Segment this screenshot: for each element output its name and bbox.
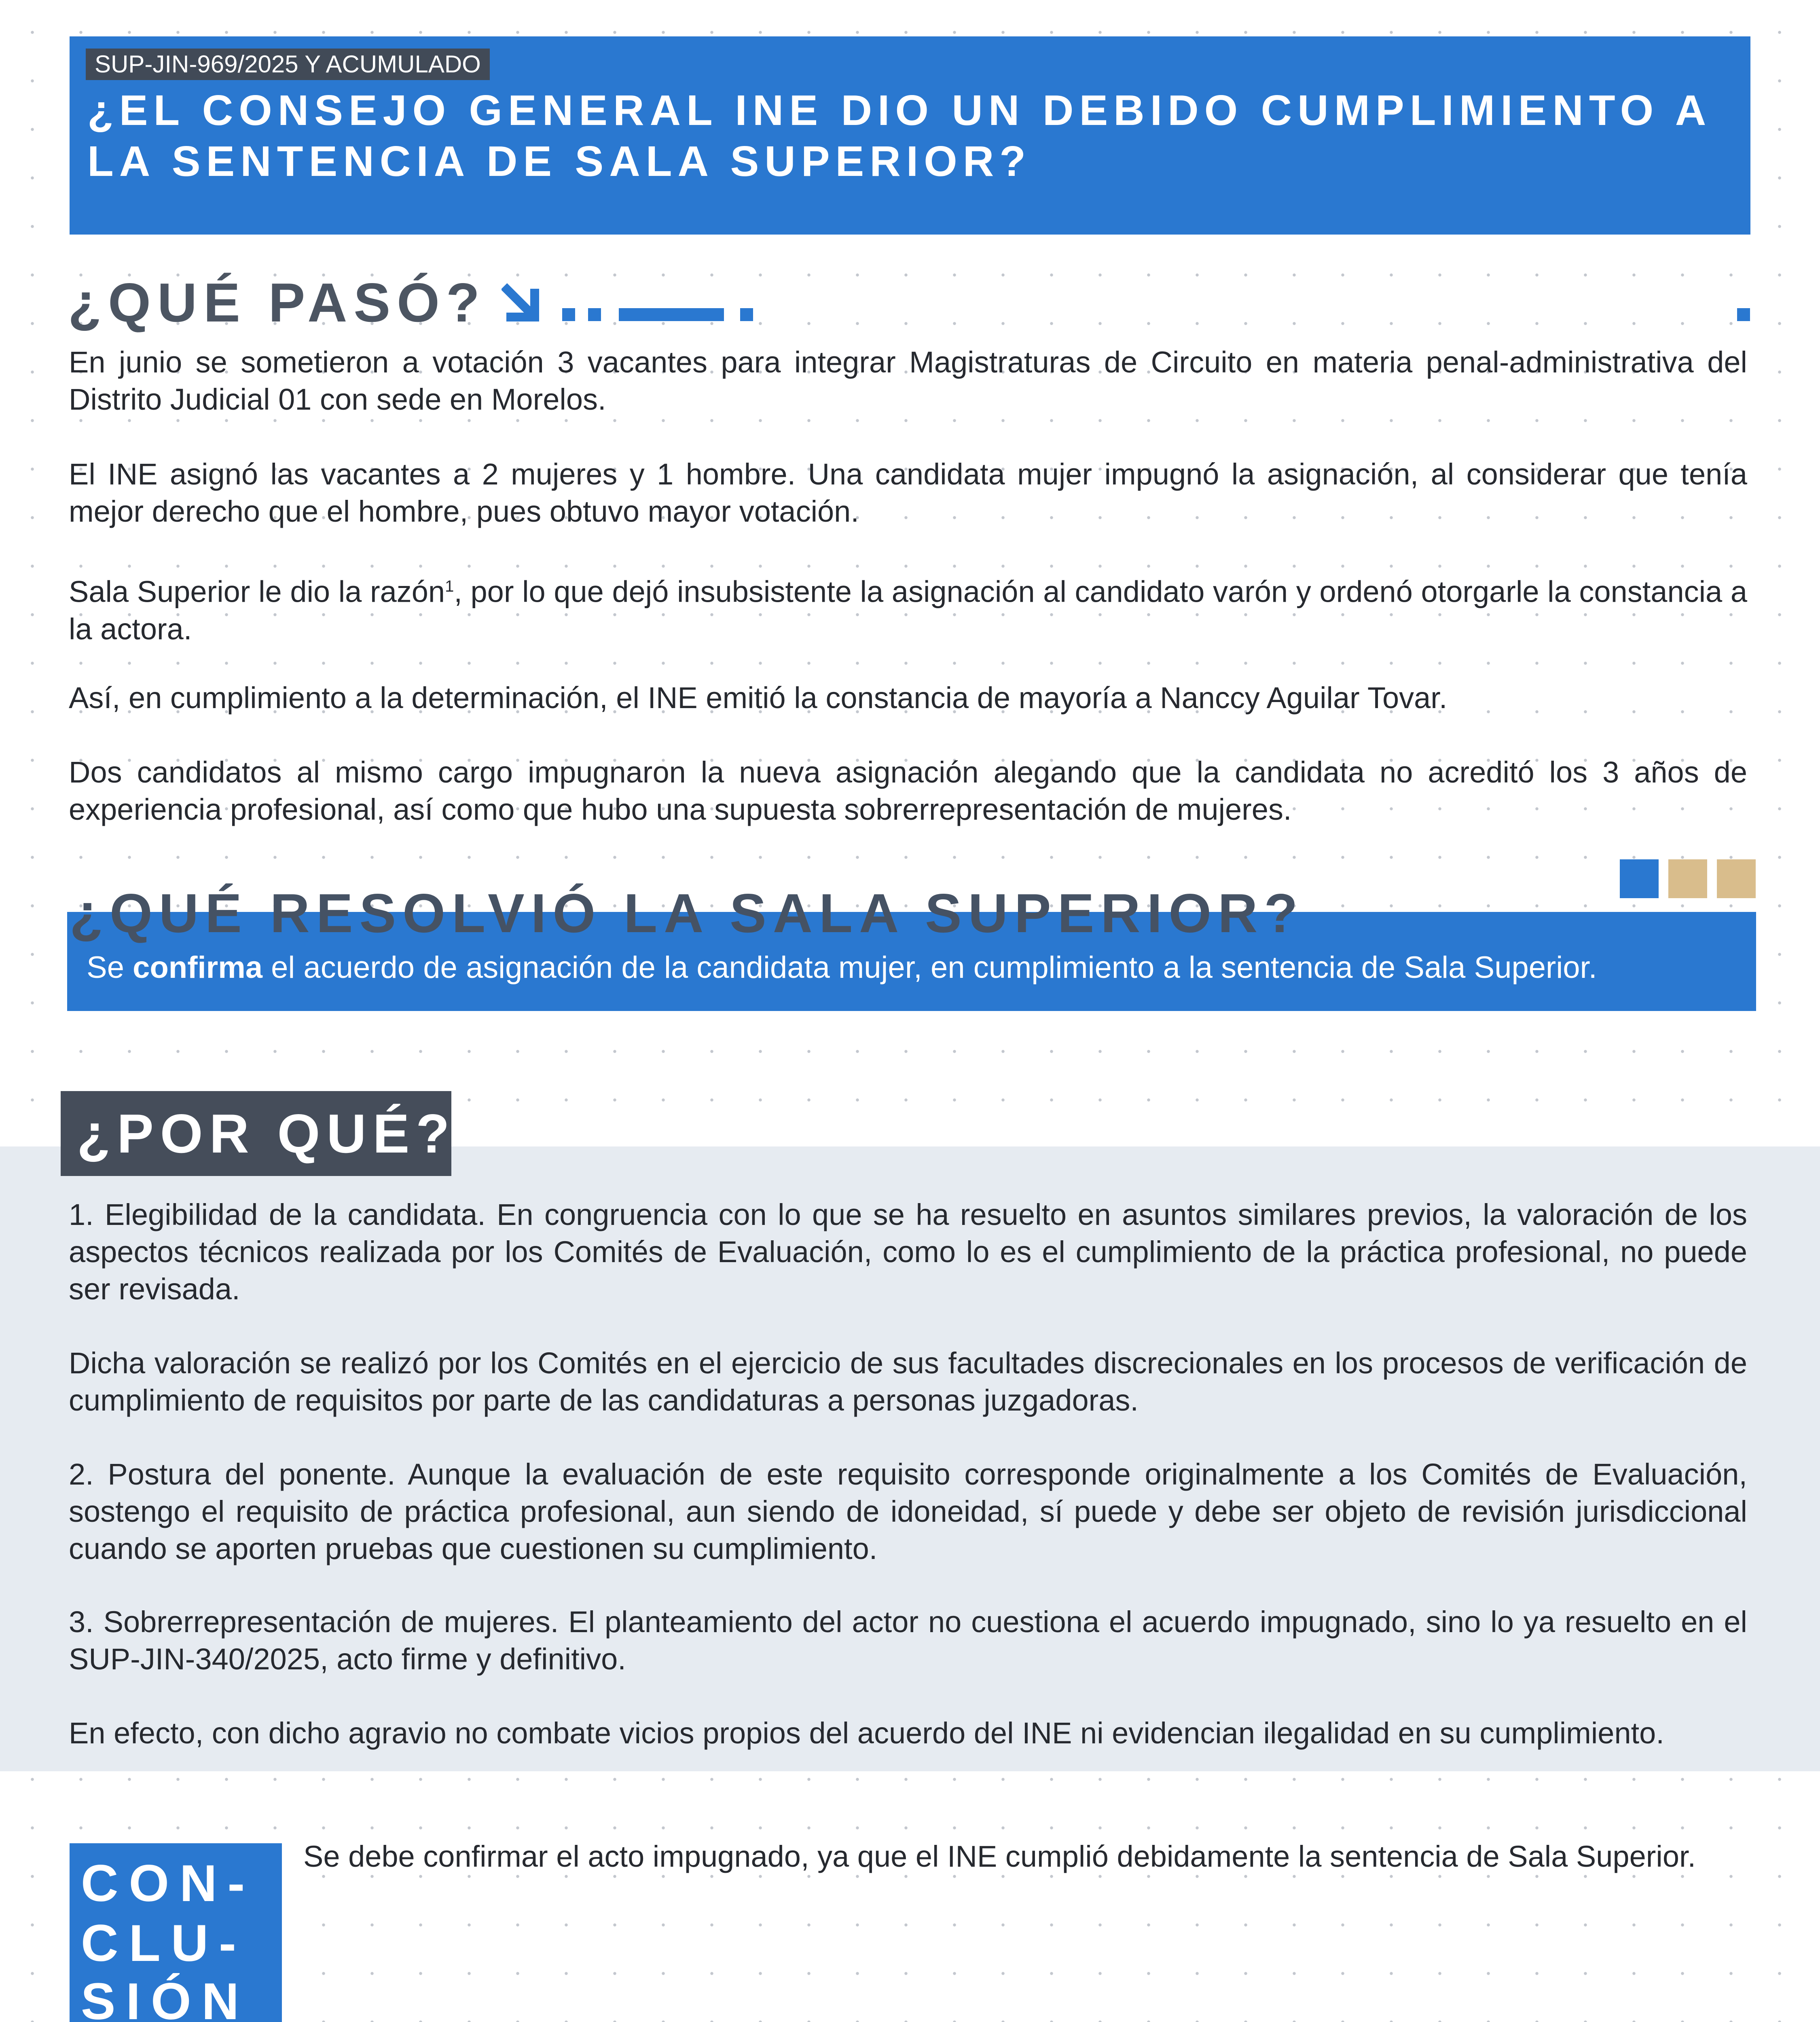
resolution-heading: ¿QUÉ RESOLVIÓ LA SALA SUPERIOR? bbox=[70, 882, 1304, 944]
por-que-heading: ¿POR QUÉ? bbox=[77, 1103, 456, 1164]
header-banner bbox=[70, 36, 1750, 235]
por-que-paragraph: 2. Postura del ponente. Aunque la evaluación de este requisito corresponde originalmente a los Comités de Evaluación, sostengo el requisito de práctica profesional, aun siendo de idoneidad, sí puede y debe ser objeto de revisión jurisdiccional cuando se aporten pruebas que cuestionen su cumplimiento. bbox=[69, 1457, 1747, 1565]
conclusion-text: Se debe confirmar el acto impugnado, ya que el INE cumplió debidamente la sentencia de Sala Superior. bbox=[303, 1840, 1696, 1873]
conclusion-label-line: CON- bbox=[81, 1855, 256, 1912]
footnote-reference: 1 bbox=[445, 577, 454, 595]
por-que-paragraph: Dicha valoración se realizó por los Comités en el ejercicio de sus facultades discrecionales en los procesos de verificación de cumplimiento de requisitos por parte de las candidaturas a personas juzgadoras. bbox=[69, 1346, 1747, 1417]
conclusion-box bbox=[70, 1843, 282, 2022]
por-que-paragraph: En efecto, con dicho agravio no combate vicios propios del acuerdo del INE ni evidencian ilegalidad en su cumplimiento. bbox=[69, 1716, 1664, 1750]
que-paso-paragraph: Así, en cumplimiento a la determinación, el INE emitió la constancia de mayoría a Nanccy Aguilar Tovar. bbox=[69, 681, 1448, 715]
que-paso-paragraph: En junio se sometieron a votación 3 vacantes para integrar Magistraturas de Circuito en materia penal-administrativa del Distrito Judicial 01 con sede en Morelos. bbox=[69, 345, 1747, 416]
por-que-paragraph: 1. Elegibilidad de la candidata. En congruencia con lo que se ha resuelto en asuntos similares previos, la valoración de los aspectos técnicos realizada por los Comités de Evaluación, como lo es el cumplimiento de la práctica profesional, no puede ser revisada. bbox=[69, 1198, 1747, 1306]
conclusion-label-line: CLU- bbox=[81, 1914, 247, 1972]
page-title: ¿EL CONSEJO GENERAL INE DIO UN DEBIDO CUMPLIMIENTO A LA SENTENCIA DE SALA SUPERIOR? bbox=[87, 87, 1710, 185]
arrow-down-right-icon bbox=[502, 280, 546, 324]
que-paso-paragraph: Dos candidatos al mismo cargo impugnaron la nueva asignación alegando que la candidata no acreditó los 3 años de experiencia profesional, así como que hubo una supuesta sobrerrepresentación de mujeres. bbox=[69, 755, 1747, 826]
por-que-paragraph: 3. Sobrerrepresentación de mujeres. El planteamiento del actor no cuestiona el acuerdo impugnado, sino lo ya resuelto en el SUP-JIN-340/2025, acto firme y definitivo. bbox=[69, 1605, 1747, 1676]
conclusion-label-line: SIÓN bbox=[81, 1973, 250, 2022]
que-paso-paragraph: Sala Superior le dio la razón$^1$, por lo que dejó insubsistente la asignación al candidato varón y ordenó otorgarle la constancia a la actora. bbox=[69, 575, 1747, 646]
que-paso-heading: ¿QUÉ PASÓ? bbox=[68, 272, 486, 333]
resolution-text: Se confirma el acuerdo de asignación de la candidata mujer, en cumplimiento a la sentencia de Sala Superior. bbox=[87, 950, 1597, 985]
que-paso-paragraph: El INE asignó las vacantes a 2 mujeres y 1 hombre. Una candidata mujer impugnó la asignación, al considerar que tenía mejor derecho que el hombre, pues obtuvo mayor votación. bbox=[69, 457, 1747, 528]
case-number-tag: SUP-JIN-969/2025 Y ACUMULADO bbox=[86, 49, 490, 80]
